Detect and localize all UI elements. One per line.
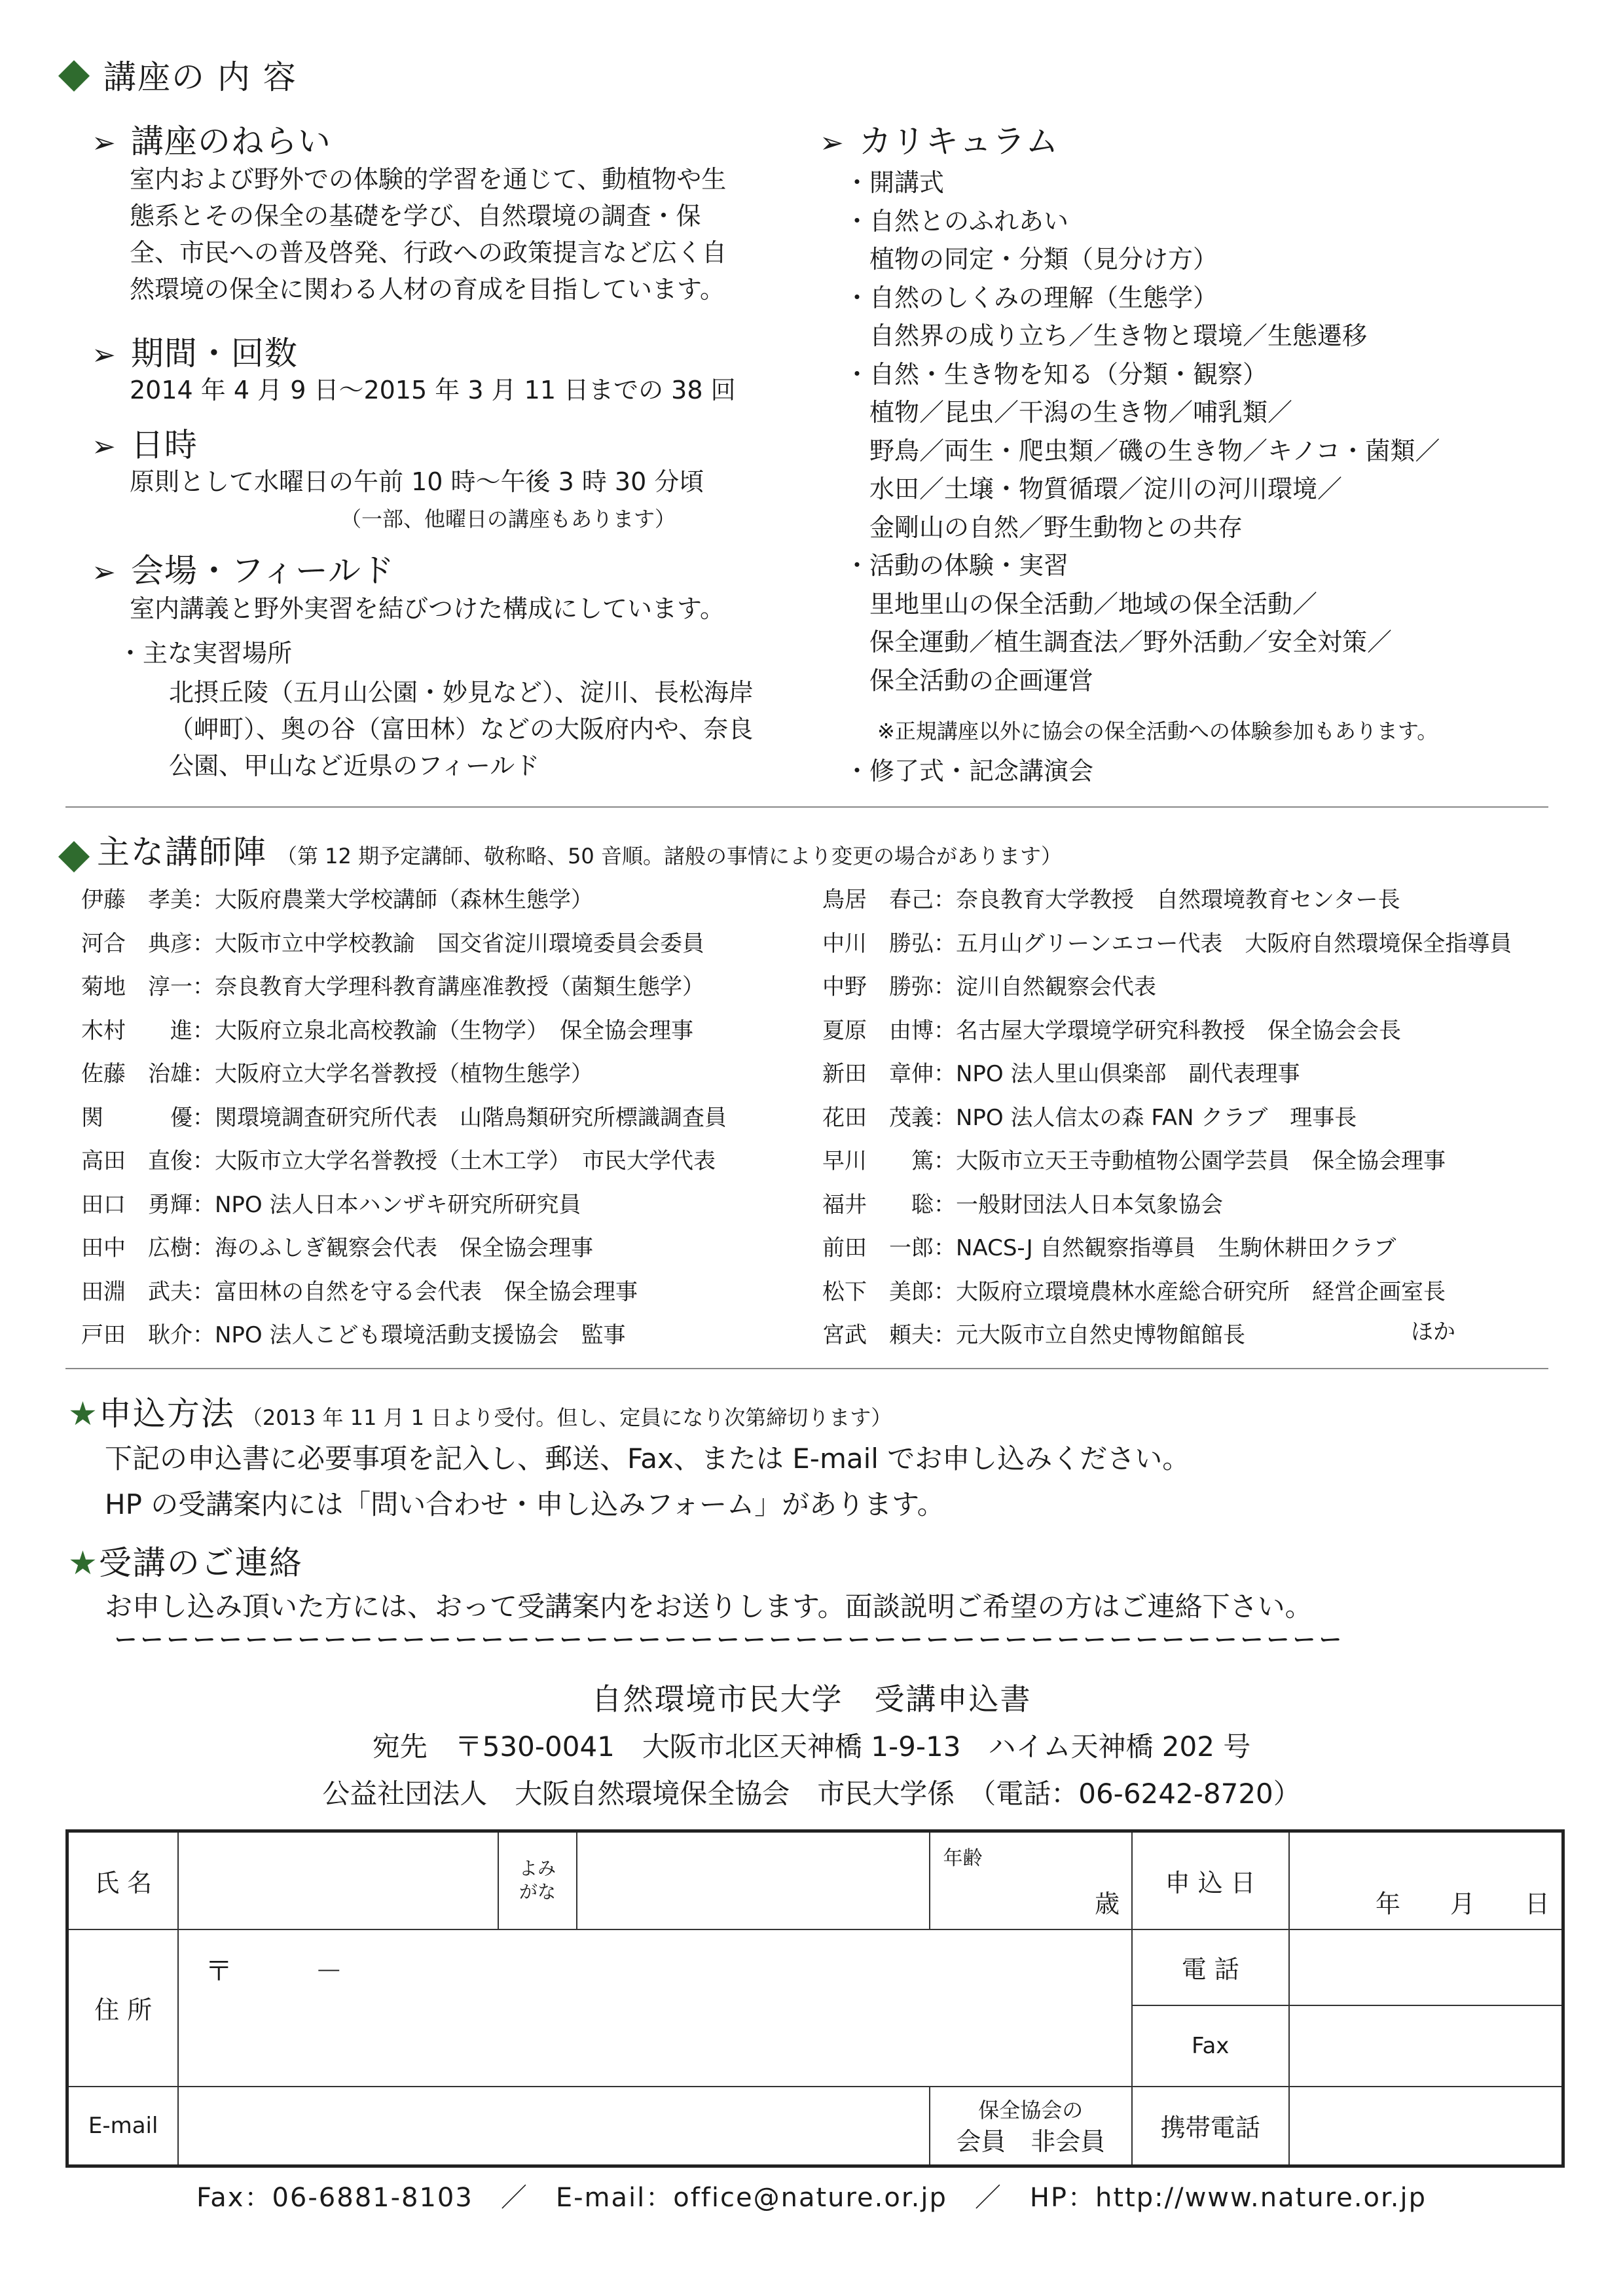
phone-field[interactable] <box>1289 1929 1563 2005</box>
mobile-label: 携帯電話 <box>1132 2087 1289 2166</box>
apply-note: （2013 年 11 月 1 日より受付。但し、定員になり次第締切ります） <box>241 1405 892 1430</box>
curriculum-line: 植物／昆虫／干潟の生き物／哺乳類／ <box>845 398 1293 427</box>
divider <box>65 806 1548 808</box>
instructor: 伊藤 孝美：大阪府農業大学校講師（森林生態学） <box>81 887 593 913</box>
aim-line: 室内および野外での体験的学習を通じて、動植物や生 <box>130 165 727 194</box>
arrow-icon: ➢ <box>92 430 117 463</box>
curriculum-body <box>845 164 1440 700</box>
instructors-etc: ほか <box>1411 1319 1455 1345</box>
instructor: 中野 勝弥：淀川自然観察会代表 <box>822 974 1156 1000</box>
membership-field[interactable] <box>930 2087 1132 2166</box>
curriculum-line: 金剛山の自然／野生動物との共存 <box>845 512 1243 542</box>
apply-title-text: 申込方法 <box>98 1395 235 1433</box>
instructor: 戸田 耿介：NPO 法人こども環境活動支援協会 監事 <box>81 1322 626 1348</box>
instructors-right <box>822 878 1512 1357</box>
cut-line: ーーーーーーーーーーーーーーーーーーーーーーーーーーーーーーーーーーーーーーーーーーーーーーー <box>115 1627 1345 1653</box>
venue-body <box>169 674 754 784</box>
application-form <box>65 1829 1565 2168</box>
section-title-instructors <box>63 826 1062 873</box>
apply-date-field[interactable] <box>1289 1831 1563 1929</box>
section-title-contents <box>63 51 297 98</box>
instructor: 花田 茂義：NPO 法人信太の森 FAN クラブ 理事長 <box>822 1104 1357 1131</box>
instructor: 菊地 淳一：奈良教育大学理科教育講座准教授（菌類生態学） <box>81 974 704 1000</box>
diamond-icon <box>58 840 90 872</box>
membership-options: 会員 非会員 <box>956 2126 1106 2156</box>
period-text: 2014 年 4 月 9 日〜2015 年 3 月 11 日までの 38 回 <box>130 376 736 404</box>
instructors-left <box>81 878 727 1357</box>
aim-heading-text: 講座のねらい <box>130 122 331 160</box>
instructor: 佐藤 治雄：大阪府立大学名誉教授（植物生態学） <box>81 1061 593 1087</box>
curriculum-line: 植物の同定・分類（見分け方） <box>845 245 1218 274</box>
name-label: 氏 名 <box>67 1831 179 1929</box>
apply-line: 下記の申込書に必要事項を記入し、郵送、Fax、または E-mail でお申し込みください。 <box>105 1443 1190 1475</box>
venue-line: （岬町）、奥の谷（富田林）などの大阪府内や、奈良 <box>169 715 754 744</box>
period-heading-text: 期間・回数 <box>130 334 298 372</box>
address-label: 住 所 <box>67 1929 179 2087</box>
instructor: 田中 広樹：海のふしぎ観察会代表 保全協会理事 <box>81 1235 593 1261</box>
instructor: 中川 勝弘：五月山グリーンエコー代表 大阪府自然環境保全指導員 <box>822 930 1512 957</box>
date-format: 年 月 日 <box>1375 1889 1550 1918</box>
address-field[interactable] <box>178 1929 1132 2087</box>
yomigana-label: よみ がな <box>498 1831 577 1929</box>
period-heading <box>92 327 298 374</box>
curriculum-line: 野鳥／両生・爬虫類／磯の生き物／キノコ・菌類／ <box>845 436 1440 465</box>
datetime-heading <box>92 419 198 466</box>
contact-title-text: 受講のご連絡 <box>98 1544 303 1582</box>
venue-heading-text: 会場・フィールド <box>130 552 395 590</box>
age-unit: 歳 <box>1094 1889 1120 1918</box>
contact-line: お申し込み頂いた方には、おって受講案内をお送りします。面談説明ご希望の方はご連絡下さい。 <box>105 1590 1313 1623</box>
curriculum-line: ・活動の体験・実習 <box>845 551 1069 580</box>
aim-line: 然環境の保全に関わる人材の育成を目指しています。 <box>130 275 725 304</box>
mobile-field[interactable] <box>1289 2087 1563 2166</box>
venue-line: 北摂丘陵（五月山公園・妙見など）、淀川、長松海岸 <box>169 678 754 707</box>
curriculum-line: ・自然とのふれあい <box>845 206 1069 236</box>
instructors-title-text: 主な講師陣 <box>97 833 267 871</box>
arrow-icon: ➢ <box>820 126 845 160</box>
diamond-icon <box>58 60 90 91</box>
datetime-heading-text: 日時 <box>130 426 198 464</box>
instructor: 早川 篤：大阪市立天王寺動植物公園学芸員 保全協会理事 <box>822 1148 1446 1174</box>
star-icon: ★ <box>68 1395 99 1433</box>
membership-label: 保全協会の <box>978 2097 1084 2123</box>
aim-line: 全、市民への普及啓発、行政への政策提言など広く自 <box>130 238 727 267</box>
form-address: 宛先 〒530-0041 大阪市北区天神橋 1-9-13 ハイム天神橋 202 号 <box>372 1731 1251 1763</box>
venue-line: 公園、甲山など近県のフィールド <box>169 751 540 780</box>
apply-date-label: 申 込 日 <box>1132 1831 1289 1929</box>
datetime-text: 原則として水曜日の午前 10 時〜午後 3 時 30 分頃 <box>130 467 704 496</box>
curriculum-line: 保全運動／植生調査法／野外活動／安全対策／ <box>845 628 1393 656</box>
instructor: 田淵 武夫：富田林の自然を守る会代表 保全協会理事 <box>81 1278 638 1305</box>
instructor: 前田 一郎：NACS-J 自然観察指導員 生駒休耕田クラブ <box>822 1235 1396 1261</box>
phone-label: 電 話 <box>1132 1929 1289 2005</box>
footer-contact: Fax：06-6881-8103 ／ E-mail：office@nature.or.jp ／ HP：http://www.nature.or.jp <box>196 2183 1427 2213</box>
form-title: 自然環境市民大学 受講申込書 <box>591 1681 1032 1717</box>
apply-line: HP の受講案内には「問い合わせ・申し込みフォーム」があります。 <box>105 1488 945 1520</box>
contents-title-text: 講座の 内 容 <box>103 58 297 96</box>
instructors-note: （第 12 期予定講師、敬称略、50 音順。諸般の事情により変更の場合があります） <box>276 844 1062 869</box>
star-icon: ★ <box>68 1544 99 1582</box>
email-label: E-mail <box>67 2087 179 2166</box>
instructor: 田口 勇輝：NPO 法人日本ハンザキ研究所研究員 <box>81 1191 581 1218</box>
yomigana-field[interactable] <box>577 1831 930 1929</box>
instructor: 関 優：関環境調査研究所代表 山階鳥類研究所標識調査員 <box>81 1104 727 1131</box>
postal-mark: 〒 － <box>205 1954 343 1987</box>
section-title-apply <box>68 1388 892 1435</box>
divider <box>65 1368 1548 1369</box>
instructor: 木村 進：大阪府立泉北高校教諭（生物学） 保全協会理事 <box>81 1017 693 1044</box>
instructor: 鳥居 春己：奈良教育大学教授 自然環境教育センター長 <box>822 887 1400 913</box>
age-label: 年齢 <box>943 1847 983 1870</box>
email-field[interactable] <box>178 2087 929 2166</box>
instructor: 新田 章伸：NPO 法人里山倶楽部 副代表理事 <box>822 1061 1300 1087</box>
instructor: 松下 美郎：大阪府立環境農林水産総合研究所 経営企画室長 <box>822 1278 1446 1305</box>
curriculum-note: ※正規講座以外に協会の保全活動への体験参加もあります。 <box>877 719 1438 744</box>
aim-line: 態系とその保全の基礎を学び、自然環境の調査・保 <box>130 202 701 230</box>
curriculum-heading-text: カリキュラム <box>858 122 1059 160</box>
instructor: 河合 典彦：大阪市立中学校教諭 国交省淀川環境委員会委員 <box>81 930 704 957</box>
instructor: 夏原 由博：名古屋大学環境学研究科教授 保全協会会長 <box>822 1017 1401 1044</box>
curriculum-line: 水田／土壌・物質循環／淀川の河川環境／ <box>845 475 1343 503</box>
curriculum-line: 自然界の成り立ち／生き物と環境／生態遷移 <box>845 321 1368 350</box>
venue-heading <box>92 545 395 592</box>
venue-sub: ・主な実習場所 <box>118 639 293 668</box>
arrow-icon: ➢ <box>92 556 117 589</box>
curriculum-line: ・自然・生き物を知る（分類・観察） <box>845 359 1268 389</box>
form-org: 公益社団法人 大阪自然環境保全協会 市民大学係 （電話：06-6242-8720） <box>322 1778 1301 1810</box>
aim-body <box>130 161 727 308</box>
fax-label: Fax <box>1132 2005 1289 2087</box>
instructor: 福井 聡：一般財団法人日本気象協会 <box>822 1191 1223 1218</box>
arrow-icon: ➢ <box>92 126 117 160</box>
venue-text: 室内講義と野外実習を結びつけた構成にしています。 <box>130 594 725 623</box>
datetime-note: （一部、他曜日の講座もあります） <box>340 507 676 531</box>
age-field[interactable] <box>930 1831 1132 1929</box>
instructor: 高田 直俊：大阪市立大学名誉教授（土木工学） 市民大学代表 <box>81 1148 716 1174</box>
aim-heading <box>92 115 331 162</box>
curriculum-line: ・開講式 <box>845 168 945 197</box>
name-field[interactable] <box>178 1831 498 1929</box>
fax-field[interactable] <box>1289 2005 1563 2087</box>
arrow-icon: ➢ <box>92 338 117 372</box>
curriculum-line: 里地里山の保全活動／地域の保全活動／ <box>845 589 1318 619</box>
curriculum-line: ・自然のしくみの理解（生態学） <box>845 283 1218 312</box>
section-title-contact <box>68 1537 303 1584</box>
curriculum-last: ・修了式・記念講演会 <box>845 757 1094 785</box>
instructor: 宮武 頼夫：元大阪市立自然史博物館館長 <box>822 1322 1245 1348</box>
curriculum-heading <box>820 115 1059 162</box>
curriculum-line: 保全活動の企画運営 <box>845 666 1094 695</box>
